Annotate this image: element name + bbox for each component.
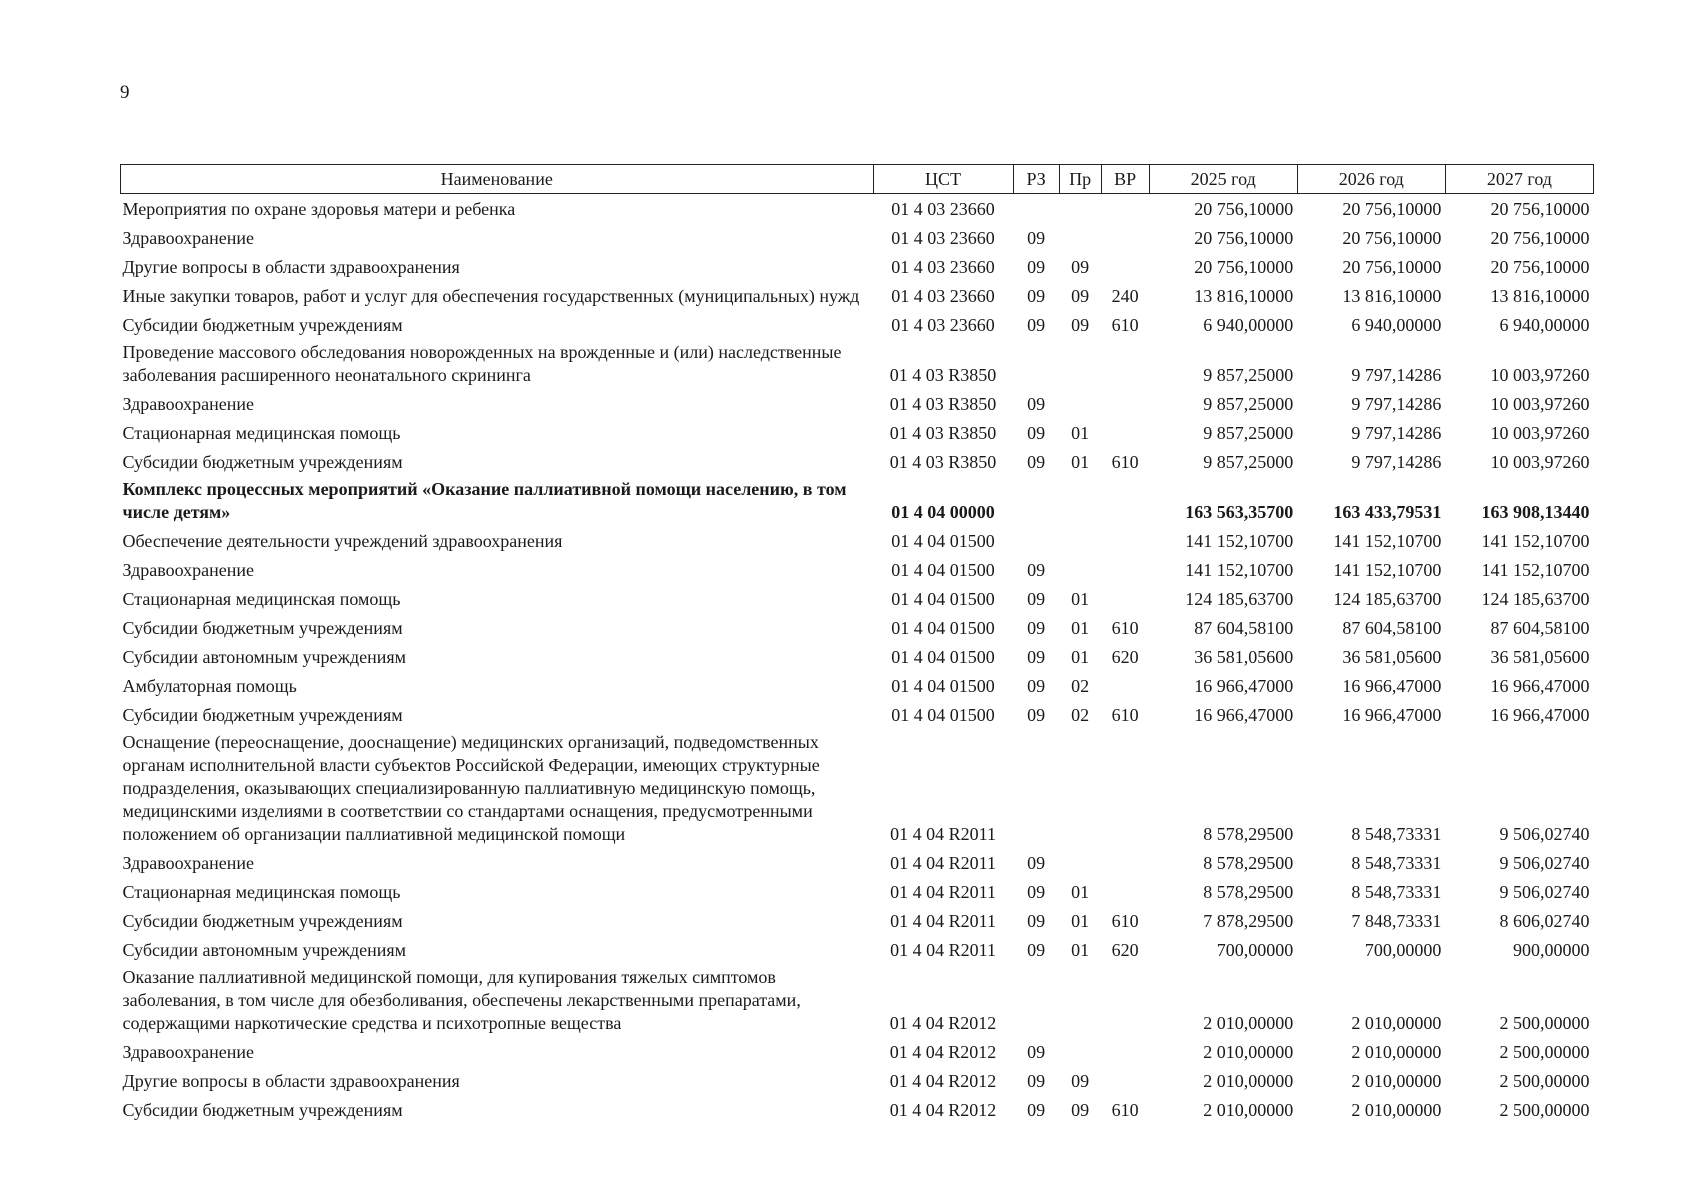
row-pr: 01 [1071,647,1090,667]
row-value-2025: 124 185,63700 [1185,589,1294,609]
row-value-2025: 20 756,10000 [1194,228,1294,248]
row-value-2025: 9 857,25000 [1203,452,1294,472]
row-pr [1059,1037,1101,1066]
row-pr [1059,389,1101,418]
row-rz: 09 [1027,853,1046,873]
page-number: 9 [120,82,130,103]
row-value-2026: 2 010,00000 [1351,1100,1442,1120]
row-cst: 01 4 03 23660 [891,228,995,248]
table-row [121,671,1594,700]
table-row [121,848,1594,877]
row-value-2026: 20 756,10000 [1342,257,1442,277]
column-header-name: Наименование [121,165,874,194]
table-row [121,1037,1594,1066]
row-name: Комплекс процессных мероприятий «Оказание паллиативной помощи населению, в том числе детям» [122,479,847,522]
row-name: Стационарная медицинская помощь [122,882,401,902]
table-header [121,165,1594,194]
row-rz [1013,476,1059,526]
row-vr [1101,1066,1149,1095]
row-pr [1059,223,1101,252]
row-cst: 01 4 03 R3850 [889,452,997,472]
table-row [121,877,1594,906]
row-value-2027: 2 500,00000 [1499,1071,1590,1091]
row-vr [1101,389,1149,418]
row-cst: 01 4 03 R3850 [889,423,997,443]
row-vr: 620 [1111,647,1139,667]
header-row [121,165,1594,194]
row-pr: 02 [1071,705,1090,725]
row-name: Другие вопросы в области здравоохранения [122,1071,460,1091]
row-value-2025: 2 010,00000 [1203,1042,1294,1062]
row-vr [1101,1037,1149,1066]
row-pr: 09 [1071,1100,1090,1120]
row-vr: 610 [1111,705,1139,725]
row-vr [1101,476,1149,526]
table-row [121,526,1594,555]
row-pr [1059,848,1101,877]
row-value-2025: 8 578,29500 [1203,853,1294,873]
row-value-2026: 141 152,10700 [1333,531,1442,551]
row-pr: 01 [1071,940,1090,960]
row-name: Субсидии автономным учреждениям [122,940,407,960]
row-value-2026: 163 433,79531 [1333,502,1442,522]
row-value-2025: 13 816,10000 [1194,286,1294,306]
row-name: Проведение массового обследования новорожденных на врожденные и (или) наследственные заболевания расширенного неонатального скрининга [122,342,842,385]
row-pr: 01 [1071,618,1090,638]
column-header-vr: ВР [1101,165,1149,194]
row-rz: 09 [1027,286,1046,306]
row-cst: 01 4 03 23660 [891,315,995,335]
row-rz [1013,964,1059,1037]
row-value-2025: 9 857,25000 [1203,365,1294,385]
table-row [121,642,1594,671]
row-value-2027: 16 966,47000 [1490,676,1590,696]
row-value-2027: 87 604,58100 [1490,618,1590,638]
table-row [121,223,1594,252]
budget-table [120,164,1594,1124]
row-rz [1013,729,1059,848]
row-name: Мероприятия по охране здоровья матери и ребенка [122,199,516,219]
row-value-2027: 900,00000 [1513,940,1590,960]
row-vr [1101,877,1149,906]
row-value-2026: 7 848,73331 [1351,911,1442,931]
row-cst: 01 4 04 01500 [891,647,995,667]
row-value-2025: 7 878,29500 [1203,911,1294,931]
row-vr [1101,671,1149,700]
row-pr: 09 [1071,315,1090,335]
row-pr [1059,194,1101,224]
row-value-2026: 36 581,05600 [1342,647,1442,667]
row-cst: 01 4 04 01500 [891,560,995,580]
row-name: Иные закупки товаров, работ и услуг для обеспечения государственных (муниципальных) нужд [122,286,860,306]
row-value-2025: 9 857,25000 [1203,394,1294,414]
row-value-2027: 2 500,00000 [1499,1013,1590,1033]
row-rz: 09 [1027,705,1046,725]
row-rz: 09 [1027,315,1046,335]
column-header-pr: Пр [1059,165,1101,194]
table-body [121,194,1594,1125]
row-cst: 01 4 04 01500 [891,676,995,696]
row-value-2027: 141 152,10700 [1481,531,1590,551]
row-value-2027: 20 756,10000 [1490,257,1590,277]
row-pr [1059,964,1101,1037]
table-row [121,964,1594,1037]
row-value-2026: 9 797,14286 [1351,365,1442,385]
row-value-2027: 10 003,97260 [1490,365,1590,385]
row-pr [1059,729,1101,848]
row-value-2026: 124 185,63700 [1333,589,1442,609]
row-pr: 01 [1071,452,1090,472]
row-value-2025: 141 152,10700 [1185,560,1294,580]
row-value-2025: 141 152,10700 [1185,531,1294,551]
table-row [121,729,1594,848]
row-value-2027: 9 506,02740 [1499,824,1590,844]
row-pr: 01 [1071,911,1090,931]
row-value-2027: 124 185,63700 [1481,589,1590,609]
row-pr: 01 [1071,589,1090,609]
row-vr [1101,223,1149,252]
row-rz: 09 [1027,882,1046,902]
row-value-2026: 6 940,00000 [1351,315,1442,335]
row-pr: 09 [1071,1071,1090,1091]
row-vr [1101,964,1149,1037]
row-name: Субсидии бюджетным учреждениям [122,705,403,725]
row-value-2025: 20 756,10000 [1194,199,1294,219]
row-rz [1013,339,1059,389]
row-value-2025: 8 578,29500 [1203,882,1294,902]
column-header-2025: 2025 год [1149,165,1297,194]
row-rz: 09 [1027,589,1046,609]
row-value-2027: 163 908,13440 [1481,502,1590,522]
row-value-2026: 13 816,10000 [1342,286,1442,306]
row-vr: 610 [1111,315,1139,335]
row-value-2025: 2 010,00000 [1203,1013,1294,1033]
column-header-cst: ЦСТ [873,165,1013,194]
row-value-2026: 2 010,00000 [1351,1071,1442,1091]
row-vr: 240 [1111,286,1139,306]
row-cst: 01 4 04 R2011 [890,940,996,960]
row-vr [1101,555,1149,584]
row-vr [1101,252,1149,281]
row-value-2026: 20 756,10000 [1342,228,1442,248]
row-value-2025: 2 010,00000 [1203,1100,1294,1120]
table-row [121,447,1594,476]
row-value-2027: 36 581,05600 [1490,647,1590,667]
row-rz: 09 [1027,911,1046,931]
row-cst: 01 4 04 01500 [891,705,995,725]
row-value-2025: 87 604,58100 [1194,618,1294,638]
row-cst: 01 4 04 R2012 [889,1100,997,1120]
row-cst: 01 4 04 01500 [891,531,995,551]
row-vr [1101,526,1149,555]
row-rz: 09 [1027,618,1046,638]
row-value-2027: 9 506,02740 [1499,882,1590,902]
table-row [121,584,1594,613]
row-vr: 620 [1111,940,1139,960]
row-vr [1101,848,1149,877]
row-cst: 01 4 04 R2012 [889,1013,997,1033]
row-cst: 01 4 04 R2011 [890,911,996,931]
row-vr [1101,729,1149,848]
row-rz: 09 [1027,1071,1046,1091]
row-pr [1059,476,1101,526]
row-name: Оснащение (переоснащение, дооснащение) медицинских организаций, подведомственных органам исполнительной власти субъектов Российской Федерации, имеющих структурные подразделения, оказывающих специализированную паллиативную медицинскую помощь, медицинскими изделиями в соответствии со стандартами оснащения, предусмотренными положением об организации паллиативной медицинской помощи [122,732,820,844]
row-name: Здравоохранение [122,853,255,873]
row-value-2027: 20 756,10000 [1490,199,1590,219]
table-row [121,389,1594,418]
table-row [121,935,1594,964]
row-cst: 01 4 03 23660 [891,199,995,219]
row-value-2025: 9 857,25000 [1203,423,1294,443]
row-value-2026: 141 152,10700 [1333,560,1442,580]
row-rz: 09 [1027,452,1046,472]
row-rz [1013,194,1059,224]
row-value-2026: 8 548,73331 [1351,882,1442,902]
row-name: Субсидии автономным учреждениям [122,647,407,667]
row-name: Субсидии бюджетным учреждениям [122,452,403,472]
row-vr: 610 [1111,911,1139,931]
row-rz: 09 [1027,257,1046,277]
row-value-2026: 700,00000 [1364,940,1442,960]
row-vr: 610 [1111,452,1139,472]
row-rz: 09 [1027,1100,1046,1120]
row-value-2026: 8 548,73331 [1351,824,1442,844]
row-value-2025: 6 940,00000 [1203,315,1294,335]
row-name: Стационарная медицинская помощь [122,423,401,443]
row-value-2027: 10 003,97260 [1490,394,1590,414]
row-value-2025: 36 581,05600 [1194,647,1294,667]
row-value-2027: 20 756,10000 [1490,228,1590,248]
row-value-2026: 9 797,14286 [1351,452,1442,472]
row-name: Стационарная медицинская помощь [122,589,401,609]
row-name: Здравоохранение [122,228,255,248]
row-cst: 01 4 04 01500 [891,589,995,609]
row-pr [1059,526,1101,555]
row-rz [1013,526,1059,555]
row-pr: 01 [1071,882,1090,902]
row-name: Оказание паллиативной медицинской помощи, для купирования тяжелых симптомов заболевания, в том числе для обезболивания, обеспечены лекарственными препаратами, содержащими наркотические средства и психотропные вещества [122,967,801,1033]
row-rz: 09 [1027,228,1046,248]
row-value-2027: 141 152,10700 [1481,560,1590,580]
row-value-2027: 10 003,97260 [1490,452,1590,472]
row-cst: 01 4 04 R2012 [889,1071,997,1091]
row-vr [1101,194,1149,224]
table-row [121,700,1594,729]
table-row [121,1066,1594,1095]
table-row [121,194,1594,224]
row-value-2026: 9 797,14286 [1351,423,1442,443]
row-value-2027: 2 500,00000 [1499,1042,1590,1062]
row-value-2026: 8 548,73331 [1351,853,1442,873]
table-row [121,281,1594,310]
row-value-2027: 6 940,00000 [1499,315,1590,335]
row-pr: 09 [1071,286,1090,306]
row-value-2027: 8 606,02740 [1499,911,1590,931]
row-value-2026: 16 966,47000 [1342,676,1442,696]
row-value-2026: 16 966,47000 [1342,705,1442,725]
table-row [121,418,1594,447]
row-cst: 01 4 04 R2011 [890,882,996,902]
row-pr: 09 [1071,257,1090,277]
row-value-2027: 13 816,10000 [1490,286,1590,306]
row-value-2027: 2 500,00000 [1499,1100,1590,1120]
row-vr [1101,584,1149,613]
row-value-2025: 2 010,00000 [1203,1071,1294,1091]
row-rz: 09 [1027,940,1046,960]
row-name: Субсидии бюджетным учреждениям [122,618,403,638]
row-value-2025: 8 578,29500 [1203,824,1294,844]
row-cst: 01 4 04 R2011 [890,824,996,844]
row-pr: 01 [1071,423,1090,443]
row-rz: 09 [1027,1042,1046,1062]
row-name: Другие вопросы в области здравоохранения [122,257,460,277]
row-value-2027: 9 506,02740 [1499,853,1590,873]
row-vr: 610 [1111,1100,1139,1120]
row-name: Амбулаторная помощь [122,676,297,696]
column-header-2027: 2027 год [1445,165,1593,194]
row-value-2025: 163 563,35700 [1185,502,1294,522]
row-cst: 01 4 03 23660 [891,286,995,306]
row-vr [1101,339,1149,389]
row-rz: 09 [1027,676,1046,696]
row-value-2026: 20 756,10000 [1342,199,1442,219]
row-name: Здравоохранение [122,560,255,580]
row-vr: 610 [1111,618,1139,638]
row-value-2026: 2 010,00000 [1351,1013,1442,1033]
row-value-2025: 16 966,47000 [1194,705,1294,725]
row-pr [1059,339,1101,389]
row-cst: 01 4 03 R3850 [889,365,997,385]
row-pr [1059,555,1101,584]
row-value-2025: 700,00000 [1216,940,1294,960]
row-value-2025: 20 756,10000 [1194,257,1294,277]
row-cst: 01 4 03 23660 [891,257,995,277]
row-name: Здравоохранение [122,394,255,414]
table-row [121,555,1594,584]
row-cst: 01 4 04 00000 [891,502,995,522]
row-name: Субсидии бюджетным учреждениям [122,1100,403,1120]
table-row [121,476,1594,526]
row-value-2025: 16 966,47000 [1194,676,1294,696]
table-row [121,1095,1594,1124]
column-header-rz: РЗ [1013,165,1059,194]
row-cst: 01 4 04 R2011 [890,853,996,873]
row-value-2026: 87 604,58100 [1342,618,1442,638]
row-rz: 09 [1027,394,1046,414]
table-row [121,613,1594,642]
row-vr [1101,418,1149,447]
row-rz: 09 [1027,423,1046,443]
row-name: Субсидии бюджетным учреждениям [122,315,403,335]
row-pr: 02 [1071,676,1090,696]
table-row [121,310,1594,339]
row-rz: 09 [1027,647,1046,667]
row-cst: 01 4 04 01500 [891,618,995,638]
row-name: Здравоохранение [122,1042,255,1062]
row-value-2027: 16 966,47000 [1490,705,1590,725]
table-row [121,906,1594,935]
row-cst: 01 4 04 R2012 [889,1042,997,1062]
row-value-2027: 10 003,97260 [1490,423,1590,443]
row-rz: 09 [1027,560,1046,580]
row-cst: 01 4 03 R3850 [889,394,997,414]
table-row [121,339,1594,389]
row-value-2026: 2 010,00000 [1351,1042,1442,1062]
column-header-2026: 2026 год [1297,165,1445,194]
row-name: Обеспечение деятельности учреждений здравоохранения [122,531,563,551]
table-row [121,252,1594,281]
row-name: Субсидии бюджетным учреждениям [122,911,403,931]
row-value-2026: 9 797,14286 [1351,394,1442,414]
